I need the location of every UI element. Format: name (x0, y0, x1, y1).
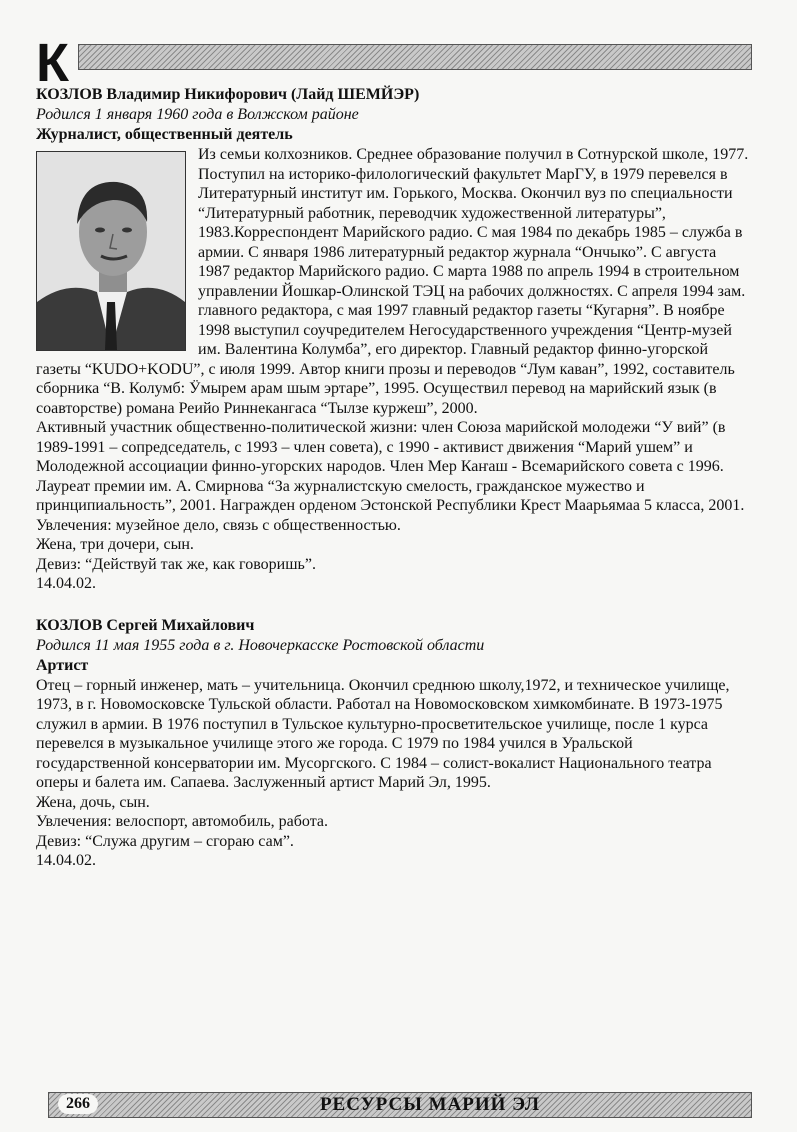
bio-date: 14.04.02. (36, 575, 96, 592)
entry-profession: Журналист, общественный деятель (36, 126, 293, 143)
bio-hobbies: Увлечения: велоспорт, автомобиль, работа. (36, 813, 328, 830)
entry-birth: Родился 1 января 1960 года в Волжском районе (36, 106, 359, 123)
portrait-photo (36, 151, 186, 351)
bio-motto: Девиз: “Служа другим – сгораю сам”. (36, 832, 294, 850)
bio-paragraph: Отец – горный инженер, мать – учительница. Окончил среднюю школу,1972, и техническое училище, 1973, в г. Новомосковске Тульской области. Работал на Новомосковском химкомбинате. В 1973-1975 служил в армии. В 1976 поступил в Тульское культурно-просветительское училище, после 1 курса перевелся в музыкальное училище этого же города. С 1979 по 1984 учился в Уральской государственной консерватории им. Мусоргского. С 1984 – солист-вокалист Национального театра оперы и балета им. Сапаева. Заслуженный артист Марий Эл, 1995. (36, 676, 730, 791)
bio-paragraph: Активный участник общественно-политической жизни: член Союза марийской молодежи “У вий” (в 1989-1991 – сопредседатель, с 1993 – член совета), с 1990 - активист движения “Марий ушем” и Молодежной ассоциации финно-угорских народов. Член Мер Каҥаш - Всемарийского совета с 1996. (36, 419, 726, 475)
page-content (36, 85, 750, 893)
bio-hobbies: Увлечения: музейное дело, связь с общественностью. (36, 516, 401, 534)
footer-title: РЕСУРСЫ МАРИЙ ЭЛ (319, 1094, 541, 1115)
entry-name: КОЗЛОВ Владимир Никифорович (Лайд ШЕМЙЭР) (36, 86, 420, 103)
bio-date: 14.04.02. (36, 852, 96, 869)
bio-family: Жена, три дочери, сын. (36, 536, 194, 553)
entry-birth: Родился 11 мая 1955 года в г. Новочеркасске Ростовской области (36, 636, 485, 654)
entry-kozlov-vladimir (36, 85, 750, 594)
bio-paragraph: Из семьи колхозников. Среднее образование получил в Сотнурской школе, 1977. Поступил на историко-филологический факультет МарГУ, в 1979 перевелся в Литературный институт им. Горького, Москва. Окончил вуз по специальности “Литературный работник, переводчик художественной литературы”, 1983.Корреспондент Марийского радио. С мая 1984 по декабрь 1985 – служба в армии. С января 1986 литературный редактор журнала “Ончыко”. С августа 1987 редактор Марийского радио. С марта 1988 по апрель 1994 в строительном управлении Йошкар-Олинской ТЭЦ на рабочих должностях. С апреля 1994 зам. главного редактора, с мая 1997 главный редактор газеты “Кугарня”. В ноябре 1998 выступил соучредителем Негосударственного учреждения “Центр-музей им. Валентина Колумба”, его директор. Главный редактор финно-угорской газеты “KUDO+KODU”, с июля 1999. Автор книги прозы и переводов “Лум каван”, 1992, составитель сборника “В. Колумб: Ӱмырем арам шым эртаре”, 1995. Осуществил перевод на марийский язык (в соавторстве) романа Реийо Риннекангаса “Тылзе куржеш”, 2000. (36, 146, 749, 417)
bio-family: Жена, дочь, сын. (36, 793, 150, 811)
section-letter: К (36, 33, 69, 93)
entry-name: КОЗЛОВ Сергей Михайлович (36, 616, 255, 634)
entry-kozlov-sergey (36, 616, 750, 871)
bio-motto: Девиз: “Действуй так же, как говоришь”. (36, 555, 316, 573)
entry-profession: Артист (36, 656, 89, 674)
bio-paragraph: Лауреат премии им. А. Смирнова “За журналистскую смелость, гражданское мужество и принципиальность”, 2001. Награжден орденом Эстонской Республики Крест Маарьямаа 5 класса, 2001. (36, 477, 745, 514)
page-number: 266 (58, 1094, 98, 1114)
header-hatched-band (78, 44, 752, 70)
